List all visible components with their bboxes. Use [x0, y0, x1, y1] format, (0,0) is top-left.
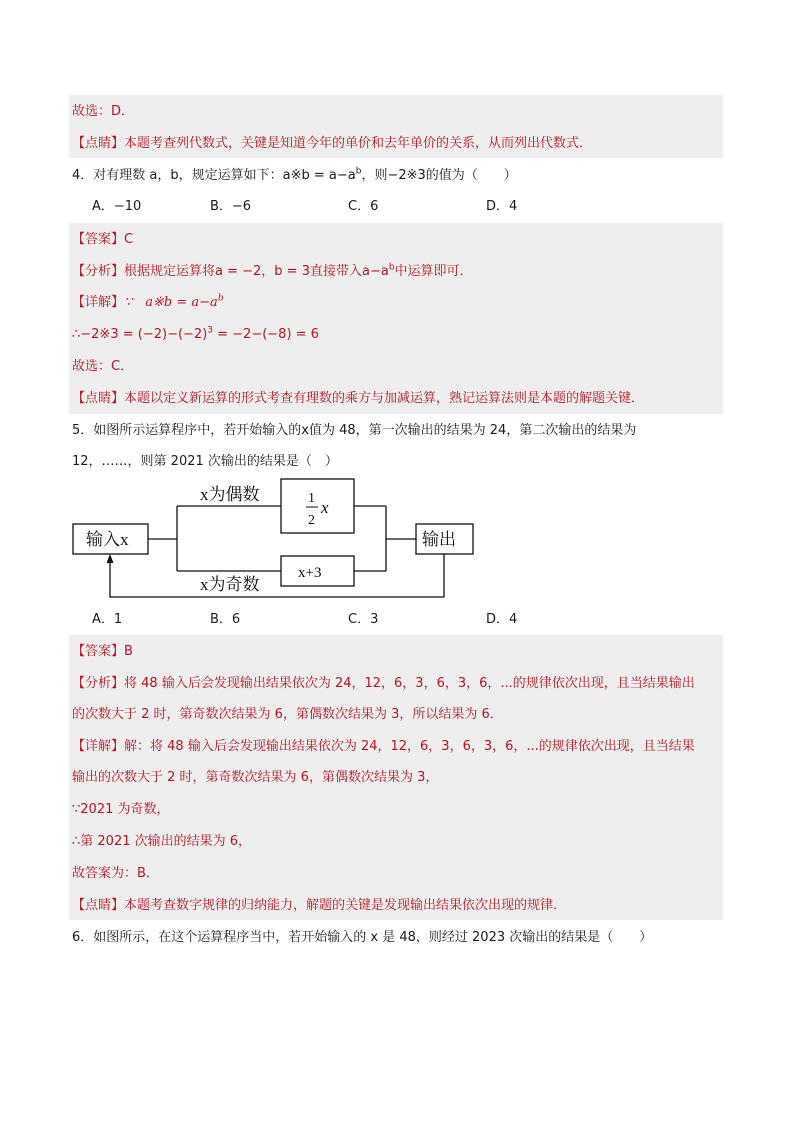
tag-detail: 【详解】	[72, 739, 125, 754]
tag-detail: 【详解】	[72, 295, 125, 310]
fraction-denominator: 2	[308, 513, 315, 528]
q4-comment-text: 本题以定义新运算的形式考查有理数的乘方与加减运算，熟记运算法则是本题的解题关键．	[124, 391, 645, 406]
comment-text: 本题考查列代数式，关键是知道今年的单价和去年单价的关系，从而列出代数式．	[124, 136, 593, 151]
tag-analysis: 【分析】	[72, 264, 125, 279]
q4-option-b: B．−6	[210, 199, 252, 214]
plus3-label: x+3	[298, 565, 322, 581]
q4-choose-line: 故选：C．	[72, 359, 134, 374]
q4-answer: C	[124, 232, 134, 247]
input-label: 输入x	[86, 530, 129, 549]
q5-option-a: A．1	[92, 612, 123, 627]
question-5-stem-line1: 5．如图所示运算程序中，若开始输入的x值为 48，第一次输出的结果为 24，第二次输出的结果为	[72, 423, 637, 438]
q5-detail-line4: ∴第 2021 次输出的结果为 6，	[72, 834, 252, 849]
q4-analysis-pre: 根据规定运算将a = −2，b = 3直接带入a−a	[124, 264, 389, 279]
arrow-head-icon	[107, 554, 114, 563]
q4-detail-pre: ∵ a※b = a−a	[124, 295, 218, 310]
q5-answer: B	[124, 644, 133, 659]
q4-analysis-sup: b	[388, 262, 395, 273]
q4-option-c: C．6	[348, 199, 379, 214]
q5-comment-line	[72, 896, 566, 916]
q4-detail-sup: b	[217, 293, 224, 304]
tag-dianjing: 【点睛】	[72, 391, 125, 406]
q4-analysis-post: 中运算即可．	[394, 264, 473, 279]
q4-option-d: D．4	[486, 199, 518, 214]
output-label: 输出	[422, 530, 456, 549]
q5-detail-line1	[72, 737, 695, 757]
q4-detail-line	[72, 293, 224, 313]
question-6-stem: 6．如图所示，在这个运算程序当中，若开始输入的 x 是 48，则经过 2023 次输出的结果是（ ）	[72, 930, 653, 945]
tag-analysis: 【分析】	[72, 676, 125, 691]
q4-analysis-line	[72, 262, 473, 282]
tag-dianjing: 【点睛】	[72, 136, 125, 151]
comment-line-q3	[72, 134, 592, 154]
q5-detail-text1: 解：将 48 输入后会发现输出结果依次为 24，12，6，3，6，3，6，...的规律依次出现，且当结果	[124, 739, 695, 754]
question-4-stem	[72, 166, 517, 186]
q4-stem-pre: 4．对有理数 a，b，规定运算如下：a※b = a−a	[72, 168, 356, 183]
fraction-numerator: 1	[308, 491, 315, 506]
flowchart-diagram	[70, 474, 480, 602]
q5-detail-line2: 输出的次数大于 2 时，第奇数次结果为 6，第偶数次结果为 3，	[72, 770, 439, 785]
q5-option-b: B．6	[210, 612, 241, 627]
tag-dianjing: 【点睛】	[72, 898, 125, 913]
q4-comment-line	[72, 389, 644, 409]
q4-calc-sup: 3	[207, 325, 213, 336]
tag-answer: 【答案】	[72, 644, 125, 659]
q4-calc-line	[72, 325, 319, 345]
q4-calc-pre: ∴−2※3 = (−2)−(−2)	[72, 327, 208, 342]
q4-calc-post: = −2−(−8) = 6	[213, 327, 319, 342]
tag-answer: 【答案】	[72, 232, 125, 247]
q5-option-c: C．3	[348, 612, 379, 627]
fraction-variable: x	[321, 498, 329, 517]
q5-analysis-line1	[72, 674, 695, 694]
q4-stem-post: ，则−2※3的值为（ ）	[361, 168, 517, 183]
solution-block-q4	[69, 223, 723, 414]
half-box	[281, 479, 354, 533]
q5-option-d: D．4	[486, 612, 518, 627]
even-label: x为偶数	[200, 485, 260, 504]
q5-analysis-text1: 将 48 输入后会发现输出结果依次为 24，12，6，3，6，3，6，...的规律依次出现，且当结果输出	[124, 676, 695, 691]
q5-detail-line3: ∵2021 为奇数，	[72, 802, 170, 817]
odd-label: x为奇数	[200, 575, 260, 594]
choose-line-q3: 故选：D．	[72, 104, 135, 119]
question-5-stem-line2: 12，……，则第 2021 次输出的结果是（ ）	[72, 454, 338, 469]
q4-answer-line	[72, 230, 133, 250]
q5-answer-line	[72, 642, 133, 662]
q4-stem-sup: b	[355, 166, 362, 177]
q4-option-a: A．−10	[92, 199, 142, 214]
q5-comment-text: 本题考查数字规律的归纳能力，解题的关键是发现输出结果依次出现的规律．	[124, 898, 567, 913]
q5-analysis-line2: 的次数大于 2 时，第奇数次结果为 6，第偶数次结果为 3，所以结果为 6．	[72, 707, 503, 722]
q5-detail-line5: 故答案为：B．	[72, 866, 159, 881]
